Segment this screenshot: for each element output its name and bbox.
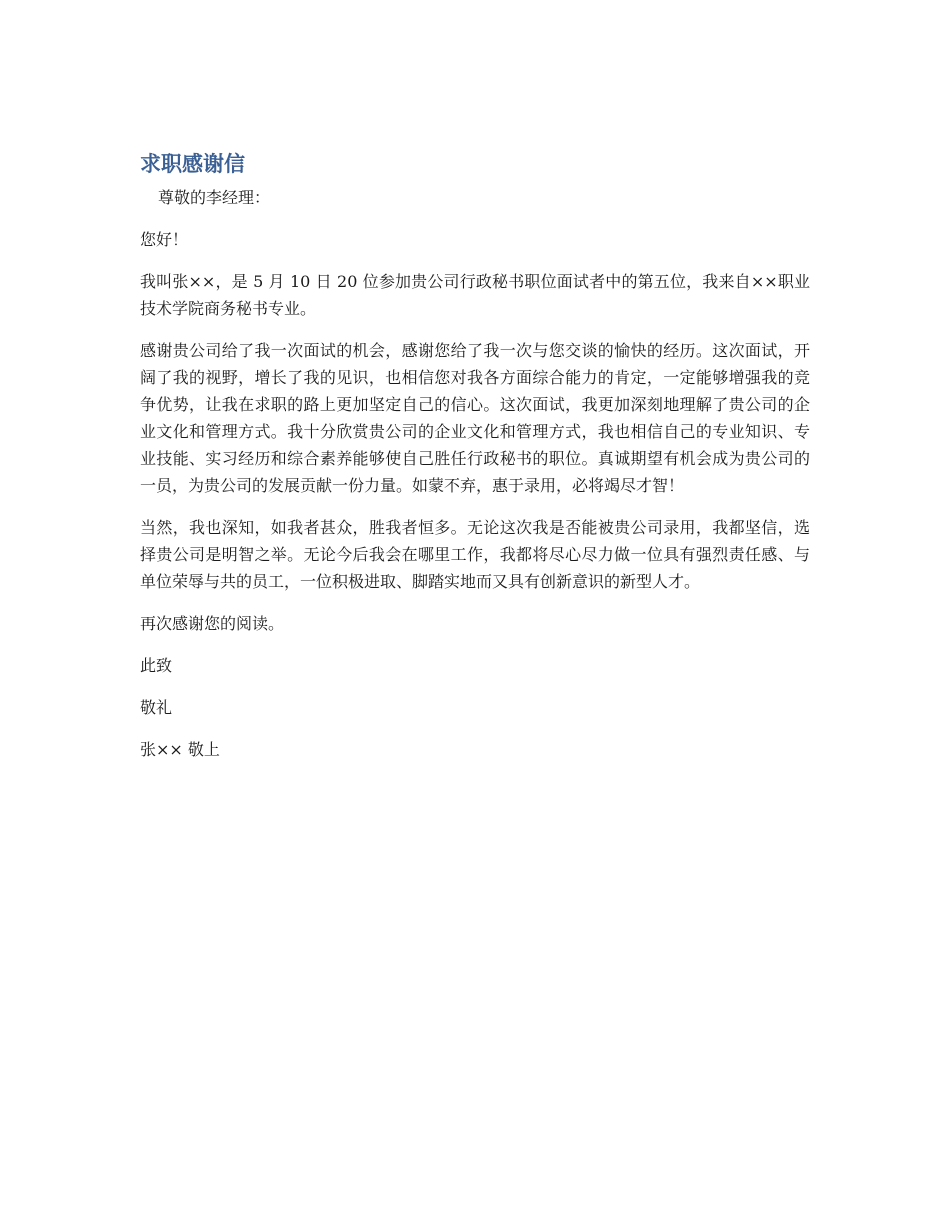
salutation: 尊敬的李经理：	[158, 188, 271, 207]
paragraph-gratitude: 感谢贵公司给了我一次面试的机会，感谢您给了我一次与您交谈的愉快的经历。这次面试，开阔了我的视野，增长了我的见识，也相信您对我各方面综合能力的肯定，一定能够增强我的竞争优势，让我在求职的路上更加坚定自己的信心。这次面试，我更加深刻地理解了贵公司的企业文化和管理方式。我十分欣赏贵公司的企业文化和管理方式，我也相信自己的专业知识、专业技能、实习经历和综合素养能够使自己胜任行政秘书的职位。真诚期望有机会成为贵公司的一员，为贵公司的发展贡献一份力量。如蒙不弃，惠于录用，必将竭尽才智！	[140, 341, 810, 495]
signature: 张×× 敬上	[140, 740, 220, 759]
letter-body	[140, 148, 810, 778]
letter-title: 求职感谢信	[140, 152, 245, 176]
closing-line-1: 此致	[140, 656, 173, 675]
paragraph-introduction: 我叫张××，是 5 月 10 日 20 位参加贵公司行政秘书职位面试者中的第五位，我来自××职业技术学院商务秘书专业。	[140, 272, 810, 318]
greeting: 您好！	[140, 230, 189, 249]
paragraph-commitment: 当然，我也深知，如我者甚众，胜我者恒多。无论这次我是否能被贵公司录用，我都坚信，选择贵公司是明智之举。无论今后我会在哪里工作，我都将尽心尽力做一位具有强烈责任感、与单位荣辱与共的员工，一位积极进取、脚踏实地而又具有创新意识的新型人才。	[140, 518, 810, 591]
paragraph-thanks: 再次感谢您的阅读。	[140, 614, 285, 633]
closing-line-2: 敬礼	[140, 698, 173, 717]
